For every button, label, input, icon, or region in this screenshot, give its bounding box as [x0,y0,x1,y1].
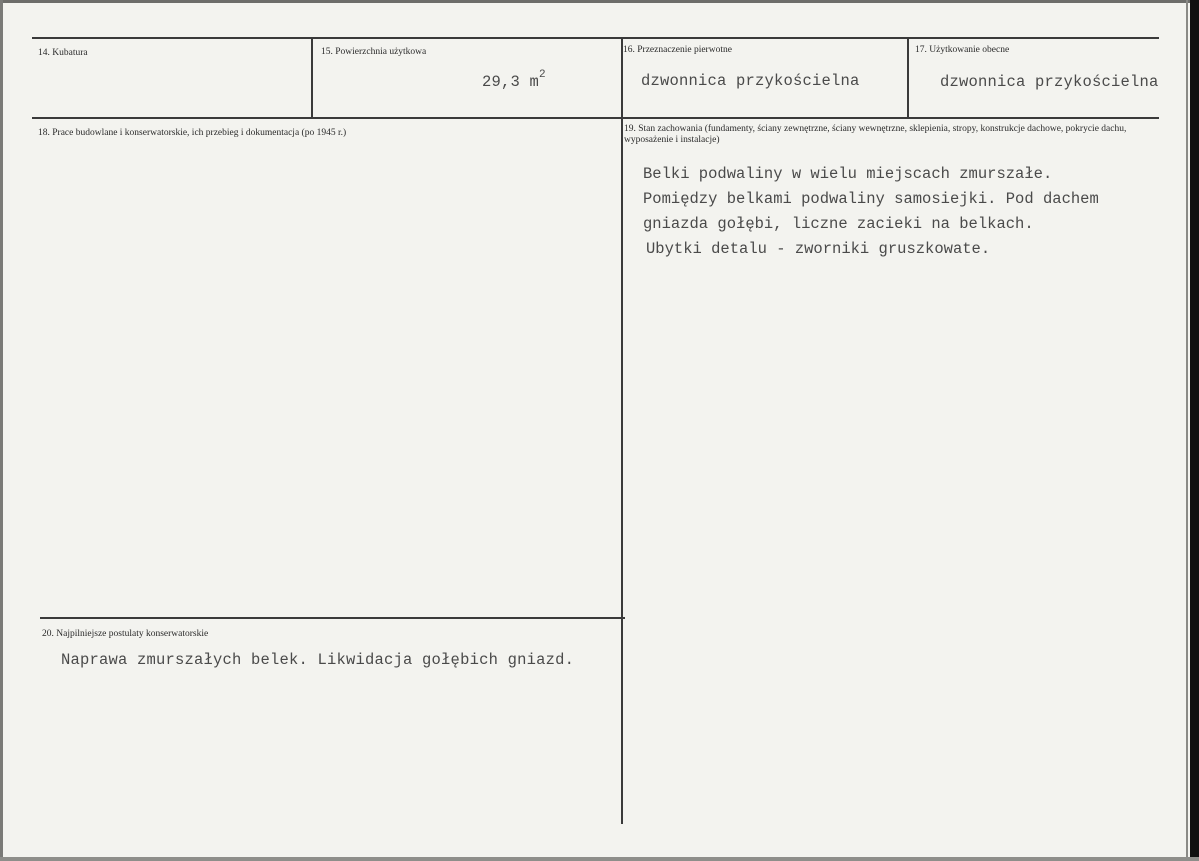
field-19-label: 19. Stan zachowania (fundamenty, ściany zewnętrzne, ściany wewnętrzne, sklepienia, stropy, konstrukcje dachowe, pokrycie dachu, wyposażenie i instalacje) [624,124,1127,145]
field-17-label: 17. Użytkowanie obecne [915,45,1010,55]
field-18-label: 18. Prace budowlane i konserwatorskie, ich przebieg i dokumentacja (po 1945 r.) [38,128,347,138]
field-19-line-4: Ubytki detalu - zworniki gruszkowate. [646,240,991,258]
field-20-value: Naprawa zmurszałych belek. Likwidacja gołębich gniazd. [61,651,575,669]
rule-col3 [907,37,909,118]
field-19-line-1: Belki podwaliny w wielu miejscach zmurszałe. [643,165,1053,183]
field-16-label: 16. Przeznaczenie pierwotne [623,45,732,55]
field-19-text [643,162,1099,262]
scan-edge-top [0,0,1199,3]
scan-edge-left [0,0,3,861]
field-17-value: dzwonnica przykościelna [940,73,1159,91]
field-15-label: 15. Powierzchnia użytkowa [321,47,427,57]
rule-top [32,37,1159,39]
field-15-value: 29,3 $m^2$ [482,69,546,92]
field-16-value: dzwonnica przykościelna [641,72,860,90]
rule-section20 [40,617,625,619]
scan-edge-bottom [0,857,1199,861]
rule-col1 [311,37,313,118]
scan-edge-right-inner [1186,0,1188,861]
rule-row2 [32,117,1159,119]
field-14-label: 14. Kubatura [38,48,88,58]
field-19-line-3: gniazda gołębi, liczne zacieki na belkach. [643,215,1034,233]
rule-col-mid [621,37,623,824]
scan-edge-right [1190,0,1199,861]
field-19-line-2: Pomiędzy belkami podwaliny samosiejki. Pod dachem [643,190,1099,208]
field-20-label: 20. Najpilniejsze postulaty konserwatorskie [42,629,209,639]
field-15-superscript: 2 [539,69,546,81]
